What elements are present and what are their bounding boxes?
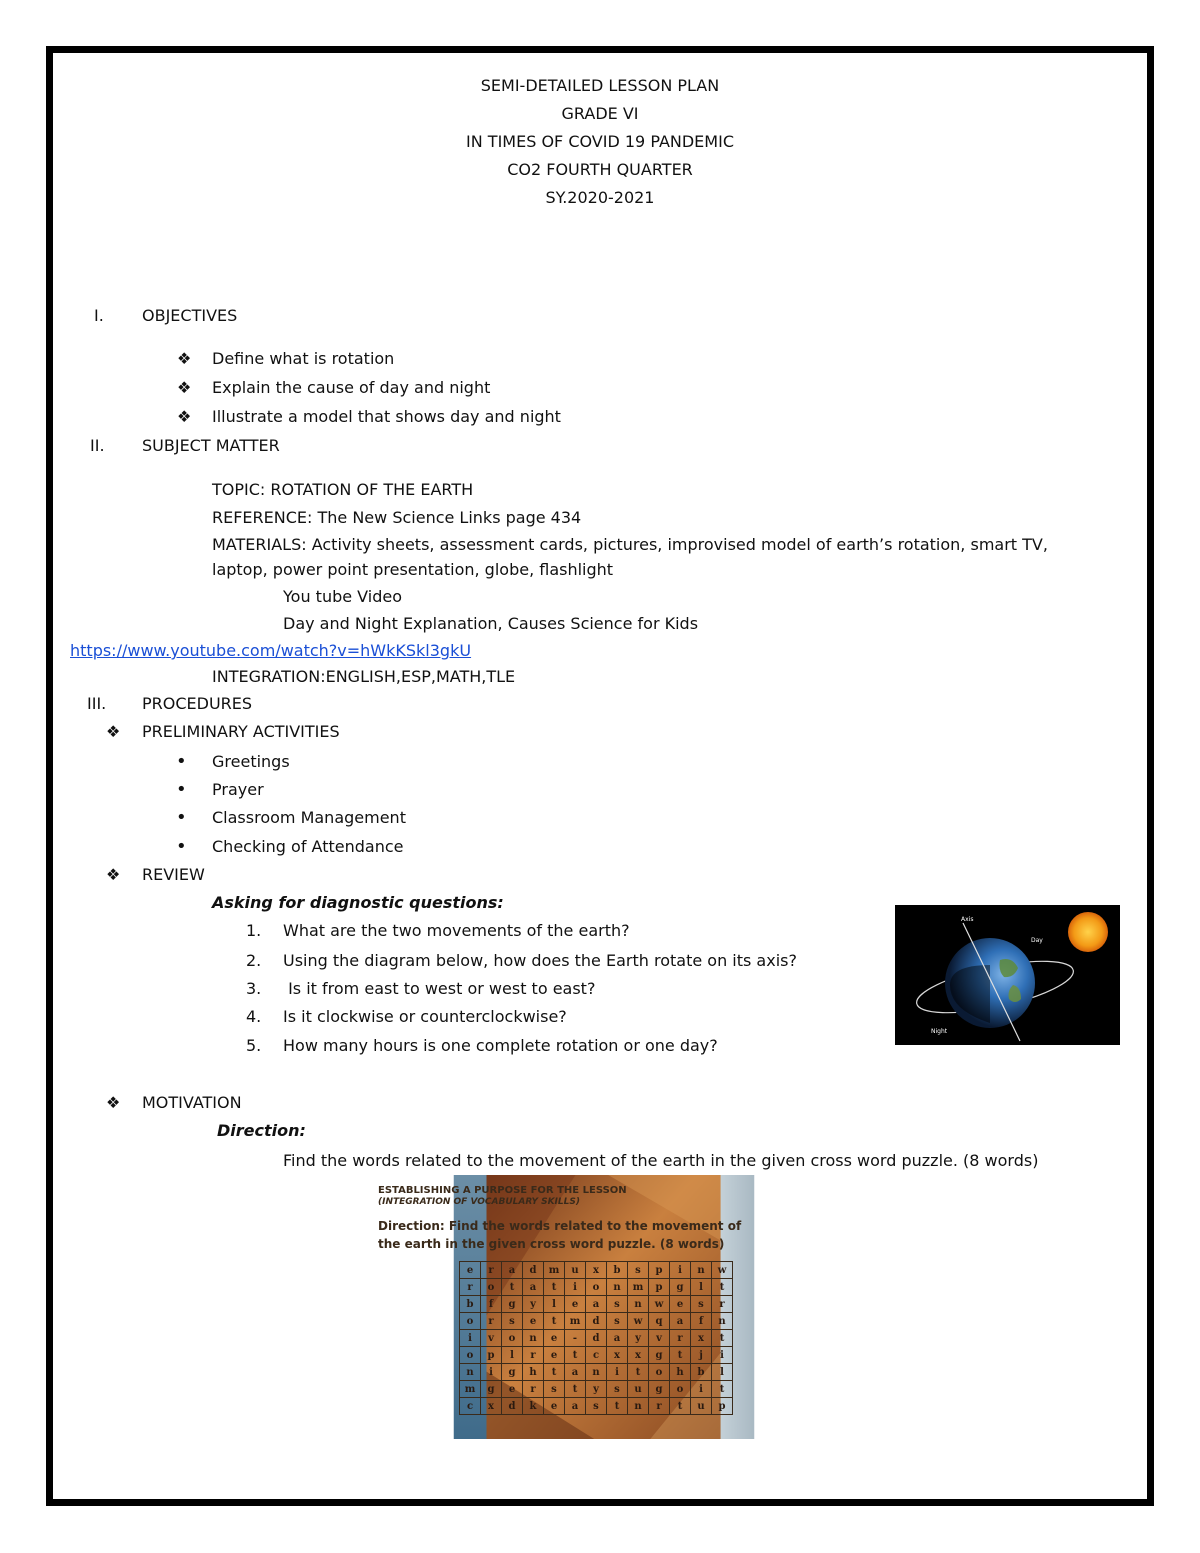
grid-cell: o <box>460 1313 481 1330</box>
grid-cell: u <box>628 1381 649 1398</box>
grid-cell: c <box>586 1347 607 1364</box>
grid-cell: p <box>649 1279 670 1296</box>
grid-cell: t <box>712 1330 733 1347</box>
materials-line: MATERIALS: Activity sheets, assessment cards, pictures, improvised model of earth’s rotation, smart TV, <box>212 535 1048 554</box>
puzzle-heading: ESTABLISHING A PURPOSE FOR THE LESSON <box>378 1185 627 1196</box>
grid-cell: u <box>565 1262 586 1279</box>
grid-cell: v <box>649 1330 670 1347</box>
grid-cell: f <box>481 1296 502 1313</box>
grid-cell: g <box>481 1381 502 1398</box>
diamond-bullet-icon: ❖ <box>106 865 121 884</box>
grid-cell: i <box>481 1364 502 1381</box>
grid-cell: n <box>460 1364 481 1381</box>
preliminary-item: Prayer <box>212 780 264 799</box>
grid-cell: x <box>691 1330 712 1347</box>
grid-cell: t <box>712 1279 733 1296</box>
grid-cell: e <box>565 1296 586 1313</box>
grid-cell: x <box>586 1262 607 1279</box>
grid-cell: a <box>670 1313 691 1330</box>
grid-row <box>460 1296 733 1313</box>
grid-cell: g <box>649 1347 670 1364</box>
grid-cell: o <box>460 1347 481 1364</box>
subject-matter-heading: SUBJECT MATTER <box>142 436 280 455</box>
grid-cell: m <box>628 1279 649 1296</box>
grid-cell: n <box>712 1313 733 1330</box>
grid-cell: y <box>523 1296 544 1313</box>
grid-cell: m <box>544 1262 565 1279</box>
grid-cell: a <box>565 1364 586 1381</box>
axis-label: Axis <box>961 916 974 923</box>
grid-cell: h <box>523 1364 544 1381</box>
grid-cell: d <box>586 1330 607 1347</box>
grid-cell: r <box>481 1313 502 1330</box>
grid-row <box>460 1364 733 1381</box>
grid-cell: b <box>607 1262 628 1279</box>
grid-cell: e <box>544 1398 565 1415</box>
grid-cell: w <box>628 1313 649 1330</box>
bullet-dot-icon: • <box>176 751 187 772</box>
grid-cell: e <box>523 1313 544 1330</box>
grid-cell: t <box>670 1398 691 1415</box>
question-text: How many hours is one complete rotation or one day? <box>283 1036 718 1055</box>
grid-cell: o <box>502 1330 523 1347</box>
grid-cell: l <box>502 1347 523 1364</box>
grid-cell: d <box>586 1313 607 1330</box>
grid-cell: w <box>712 1262 733 1279</box>
grid-cell: g <box>649 1381 670 1398</box>
grid-cell: a <box>523 1279 544 1296</box>
grid-cell: s <box>544 1381 565 1398</box>
header-quarter: CO2 FOURTH QUARTER <box>507 160 693 179</box>
objectives-numeral: I. <box>94 306 104 325</box>
subject-matter-numeral: II. <box>90 436 105 455</box>
grid-cell: t <box>544 1279 565 1296</box>
procedures-heading: PROCEDURES <box>142 694 253 713</box>
grid-cell: n <box>607 1279 628 1296</box>
grid-cell: g <box>502 1296 523 1313</box>
grid-cell: l <box>691 1279 712 1296</box>
grid-row <box>460 1313 733 1330</box>
grid-cell: s <box>607 1313 628 1330</box>
grid-cell: l <box>712 1364 733 1381</box>
puzzle-subheading: (INTEGRATION OF VOCABULARY SKILLS) <box>378 1197 580 1207</box>
grid-cell: n <box>628 1296 649 1313</box>
grid-cell: t <box>712 1381 733 1398</box>
grid-cell: x <box>607 1347 628 1364</box>
grid-cell: s <box>502 1313 523 1330</box>
earth-rotation-illustration <box>895 905 1120 1045</box>
objective-item: Define what is rotation <box>212 349 395 368</box>
question-number: 1. <box>246 921 262 940</box>
earth-rotation-image <box>895 905 1120 1045</box>
video-title: Day and Night Explanation, Causes Science for Kids <box>283 614 699 633</box>
grid-cell: j <box>691 1347 712 1364</box>
grid-cell: o <box>586 1279 607 1296</box>
objective-item: Illustrate a model that shows day and night <box>212 407 561 426</box>
grid-cell: t <box>607 1398 628 1415</box>
grid-cell: h <box>670 1364 691 1381</box>
question-number: 4. <box>246 1007 262 1026</box>
grid-cell: d <box>523 1262 544 1279</box>
question-number: 2. <box>246 951 262 970</box>
integration-line: INTEGRATION:ENGLISH,ESP,MATH,TLE <box>212 667 516 686</box>
grid-cell: i <box>607 1364 628 1381</box>
grid-cell: s <box>691 1296 712 1313</box>
grid-cell: e <box>460 1262 481 1279</box>
objectives-heading: OBJECTIVES <box>142 306 238 325</box>
direction-text: Find the words related to the movement of the earth in the given cross word puzzle. (8 words) <box>283 1151 1039 1170</box>
grid-cell: n <box>523 1330 544 1347</box>
bullet-dot-icon: • <box>176 836 187 857</box>
grid-cell: d <box>502 1398 523 1415</box>
grid-cell: r <box>670 1330 691 1347</box>
header-school-year: SY.2020-2021 <box>545 188 655 207</box>
grid-cell: w <box>649 1296 670 1313</box>
grid-cell: i <box>565 1279 586 1296</box>
night-label: Night <box>931 1028 948 1035</box>
header-title: SEMI-DETAILED LESSON PLAN <box>480 76 720 95</box>
reference-line: REFERENCE: The New Science Links page 434 <box>212 508 582 527</box>
preliminary-heading: PRELIMINARY ACTIVITIES <box>142 722 340 741</box>
grid-cell: t <box>544 1364 565 1381</box>
grid-cell: a <box>586 1296 607 1313</box>
grid-cell: l <box>544 1296 565 1313</box>
diamond-bullet-icon: ❖ <box>177 378 192 397</box>
grid-cell: q <box>649 1313 670 1330</box>
grid-cell: f <box>691 1313 712 1330</box>
puzzle-direction: Direction: Find the words related to the movement of <box>378 1219 742 1233</box>
bullet-dot-icon: • <box>176 779 187 800</box>
grid-cell: r <box>712 1296 733 1313</box>
grid-row <box>460 1398 733 1415</box>
grid-cell: u <box>691 1398 712 1415</box>
grid-row <box>460 1330 733 1347</box>
grid-cell: t <box>544 1313 565 1330</box>
grid-cell: y <box>628 1330 649 1347</box>
diamond-bullet-icon: ❖ <box>177 349 192 368</box>
motivation-heading: MOTIVATION <box>142 1093 242 1112</box>
review-heading: REVIEW <box>142 865 205 884</box>
question-text: Is it clockwise or counterclockwise? <box>283 1007 567 1026</box>
header-subtitle: IN TIMES OF COVID 19 PANDEMIC <box>466 132 734 151</box>
grid-cell: p <box>481 1347 502 1364</box>
grid-row <box>460 1279 733 1296</box>
puzzle-direction-continued: the earth in the given cross word puzzle. (8 words) <box>378 1237 725 1251</box>
grid-cell: g <box>670 1279 691 1296</box>
bullet-dot-icon: • <box>176 807 187 828</box>
procedures-numeral: III. <box>87 694 107 713</box>
grid-row <box>460 1347 733 1364</box>
grid-cell: e <box>670 1296 691 1313</box>
preliminary-item: Checking of Attendance <box>212 837 404 856</box>
grid-cell: r <box>523 1381 544 1398</box>
grid-cell: o <box>481 1279 502 1296</box>
grid-cell: s <box>607 1381 628 1398</box>
grid-cell: i <box>670 1262 691 1279</box>
grid-cell: o <box>649 1364 670 1381</box>
grid-cell: i <box>460 1330 481 1347</box>
review-subtitle: Asking for diagnostic questions: <box>212 893 504 912</box>
direction-label: Direction: <box>217 1121 306 1140</box>
grid-row <box>460 1381 733 1398</box>
grid-cell: s <box>586 1398 607 1415</box>
grid-cell: - <box>565 1330 586 1347</box>
word-search-grid <box>459 1261 733 1415</box>
grid-cell: t <box>628 1364 649 1381</box>
header-grade: GRADE VI <box>561 104 639 123</box>
grid-cell: t <box>670 1347 691 1364</box>
topic-line: TOPIC: ROTATION OF THE EARTH <box>212 480 474 499</box>
video-label: You tube Video <box>283 587 402 606</box>
grid-cell: x <box>481 1398 502 1415</box>
grid-cell: a <box>502 1262 523 1279</box>
question-text: Using the diagram below, how does the Earth rotate on its axis? <box>283 951 797 970</box>
question-text: What are the two movements of the earth? <box>283 921 630 940</box>
grid-cell: b <box>460 1296 481 1313</box>
grid-cell: r <box>460 1279 481 1296</box>
sun-icon <box>1068 912 1108 952</box>
question-number: 3. <box>246 979 262 998</box>
grid-cell: v <box>481 1330 502 1347</box>
grid-cell: y <box>586 1381 607 1398</box>
grid-cell: a <box>607 1330 628 1347</box>
grid-cell: e <box>502 1381 523 1398</box>
grid-cell: k <box>523 1398 544 1415</box>
materials-line-continued: laptop, power point presentation, globe, flashlight <box>212 560 614 579</box>
grid-cell: t <box>565 1381 586 1398</box>
grid-row <box>460 1262 733 1279</box>
grid-cell: n <box>691 1262 712 1279</box>
grid-cell: g <box>502 1364 523 1381</box>
diamond-bullet-icon: ❖ <box>106 722 121 741</box>
diamond-bullet-icon: ❖ <box>106 1093 121 1112</box>
grid-cell: s <box>607 1296 628 1313</box>
grid-cell: r <box>649 1398 670 1415</box>
grid-cell: i <box>691 1381 712 1398</box>
grid-cell: t <box>502 1279 523 1296</box>
grid-cell: x <box>628 1347 649 1364</box>
grid-cell: r <box>481 1262 502 1279</box>
grid-cell: c <box>460 1398 481 1415</box>
grid-cell: n <box>586 1364 607 1381</box>
grid-cell: a <box>565 1398 586 1415</box>
crossword-puzzle-image <box>283 1175 925 1439</box>
grid-cell: r <box>523 1347 544 1364</box>
grid-cell: m <box>565 1313 586 1330</box>
grid-cell: m <box>460 1381 481 1398</box>
preliminary-item: Greetings <box>212 752 290 771</box>
grid-cell: b <box>691 1364 712 1381</box>
preliminary-item: Classroom Management <box>212 808 406 827</box>
grid-cell: n <box>628 1398 649 1415</box>
day-label: Day <box>1031 937 1043 944</box>
diamond-bullet-icon: ❖ <box>177 407 192 426</box>
grid-cell: s <box>628 1262 649 1279</box>
grid-cell: e <box>544 1347 565 1364</box>
grid-cell: o <box>670 1381 691 1398</box>
grid-cell: p <box>649 1262 670 1279</box>
video-link[interactable]: https://www.youtube.com/watch?v=hWkKSkl3gkU <box>70 641 472 660</box>
objective-item: Explain the cause of day and night <box>212 378 491 397</box>
grid-cell: i <box>712 1347 733 1364</box>
grid-cell: t <box>565 1347 586 1364</box>
question-text: Is it from east to west or west to east? <box>283 979 596 998</box>
grid-cell: p <box>712 1398 733 1415</box>
grid-cell: e <box>544 1330 565 1347</box>
question-number: 5. <box>246 1036 262 1055</box>
